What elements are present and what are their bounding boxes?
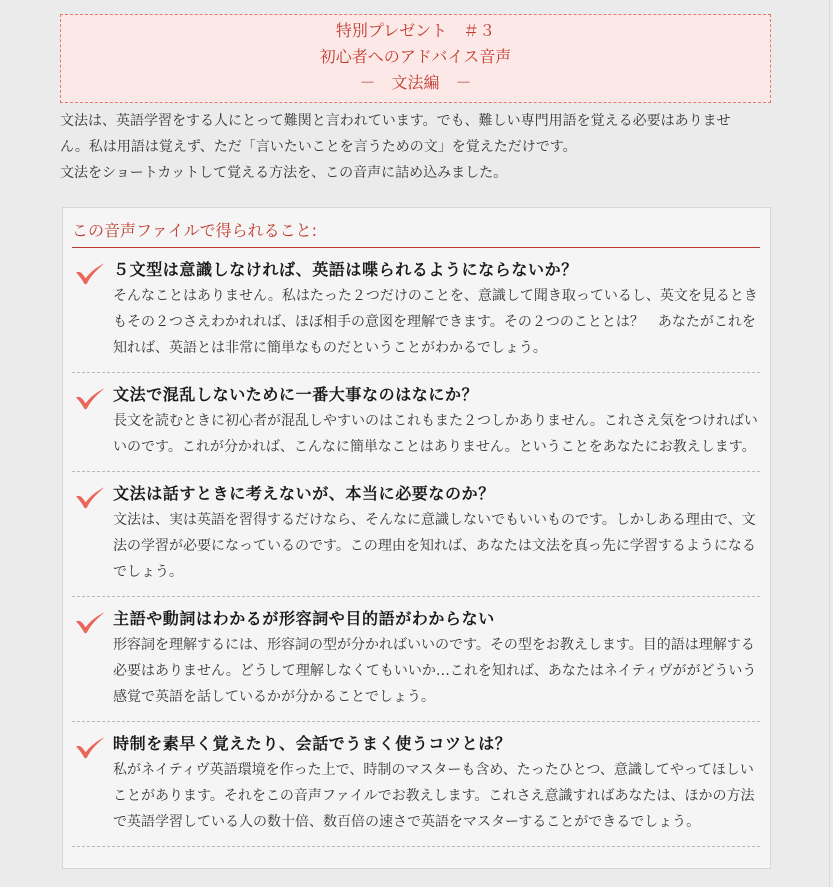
benefit-title [113, 731, 760, 757]
benefit-description [113, 632, 760, 710]
benefit-title-text: 文法は話すときに考えないが、本当に必要なのか？ [113, 484, 495, 503]
benefit-title [113, 257, 760, 283]
present-banner-title: 特別プレゼント ＃３ [335, 21, 496, 40]
intro-line: ん。私は用語は覚えず、ただ「言いたいことを言うための文」を覚えただけです。 [60, 139, 577, 155]
benefit-description-line: 感覚で英語を話しているかが分かることでしょう。 [113, 689, 435, 705]
benefit-title-text: ５文型は意識しなければ、英語は喋られるようにならないか？ [113, 260, 578, 279]
benefit-item [72, 373, 760, 472]
benefit-description [113, 408, 760, 460]
benefit-description-line: 知れば、英語とは非常に簡単なものだということがわかるでしょう。 [113, 340, 547, 356]
benefit-description-line: 私がネイティヴ英語環境を作った上で、時制のマスターも含め、たったひとつ、意識してやってほしい [113, 762, 754, 778]
present-banner-subtitle: 初心者へのアドバイス音声 [319, 47, 512, 66]
benefit-description [113, 757, 760, 835]
benefit-description-line: いのです。これが分かれば、こんなに簡単なことはありません。ということをあなたにお教えします。 [113, 439, 756, 455]
benefit-item [72, 597, 760, 722]
benefit-description-line: 法の学習が必要になっているのです。この理由を知れば、あなたは文法を真っ先に学習するようになる [113, 538, 756, 554]
benefits-box [62, 207, 771, 869]
benefit-description-line: 文法は、実は英語を習得するだけなら、そんなに意識しないでもいいものです。しかしある理由で、文 [113, 512, 756, 528]
present-banner-section: － 文法編 － [359, 73, 472, 92]
benefit-title [113, 481, 760, 507]
benefit-description-line: もその２つさえわかれれば、ほぼ相手の意図を理解できます。その２つのこととは？ あなたがこれを [113, 314, 756, 330]
benefit-item [72, 248, 760, 373]
benefit-item [72, 472, 760, 597]
check-icon [75, 486, 106, 509]
benefit-description-line: 長文を読むときに初心者が混乱しやすいのはこれもまた２つしかありません。これさえ気をつければい [113, 413, 758, 429]
check-icon [75, 611, 106, 634]
present-banner [60, 14, 771, 103]
intro-paragraph [60, 108, 760, 186]
benefit-title [113, 382, 760, 408]
benefit-description-line: ことがあります。それをこの音声ファイルでお教えします。これさえ意識すればあなたは、ほかの方法 [113, 788, 755, 804]
benefit-description-line: そんなことはありません。私はたった２つだけのことを、意識して聞き取っているし、英文を見るとき [113, 288, 758, 304]
benefit-title [113, 606, 760, 632]
check-icon [75, 262, 106, 285]
benefits-heading: この音声ファイルで得られること: [72, 218, 760, 248]
benefit-item [72, 722, 760, 847]
benefit-title-text: 時制を素早く覚えたり、会話でうまく使うコツとは？ [113, 734, 512, 753]
page-edge-line [829, 0, 830, 887]
check-icon [75, 387, 106, 410]
benefit-description-line: で英語学習している人の数十倍、数百倍の速さで英語をマスターすることができるでしょう。 [113, 814, 701, 830]
benefit-title-text: 文法で混乱しないために一番大事なのはなにか？ [113, 385, 479, 404]
benefit-description [113, 283, 760, 361]
benefit-description-line: 形容詞を理解するには、形容詞の型が分かればいいのです。その型をお教えします。目的語は理解する [113, 637, 755, 653]
benefit-title-text: 主語や動詞はわかるが形容詞や目的語がわからない [113, 609, 495, 628]
benefit-description-line: 必要はありません。どうして理解しなくてもいいか…これを知れば、あなたはネイティヴががどういう [113, 663, 757, 679]
check-icon [75, 736, 106, 759]
intro-line: 文法をショートカットして覚える方法を、この音声に詰め込みました。 [60, 165, 508, 181]
benefit-description [113, 507, 760, 585]
intro-line: 文法は、英語学習をする人にとって難関と言われています。でも、難しい専門用語を覚える必要はありませ [60, 113, 731, 129]
benefit-description-line: でしょう。 [113, 564, 183, 580]
